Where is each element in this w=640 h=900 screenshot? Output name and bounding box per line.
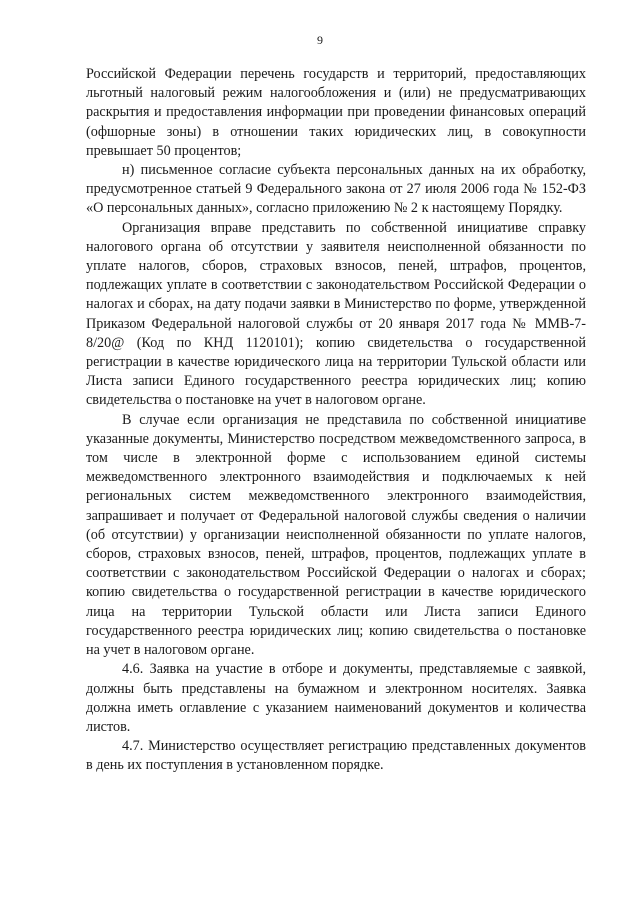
document-body bbox=[86, 65, 586, 776]
paragraph-clause-4-6: 4.6. Заявка на участие в отборе и документы, представляемые с заявкой, должны быть представлены на бумажном и электронном носителях. Заявка должна иметь оглавление с указанием наименований документов и количества листов. bbox=[86, 661, 586, 735]
paragraph-clause-4-7: 4.7. Министерство осуществляет регистрацию представленных документов в день их поступления в установленном порядке. bbox=[86, 738, 586, 774]
page-number: 9 bbox=[317, 33, 323, 47]
paragraph-interagency-request: В случае если организация не представила по собственной инициативе указанные документы, Министерство посредством межведомственного запроса, в том числе в электронной форме с использованием единой системы межведомственного электронного взаимодействия и подключаемых к ней региональных систем межведомственного электронного взаимодействия, запрашивает и получает от Федеральной налоговой службы сведения о наличии (об отсутствии) у организации неисполненной обязанности по уплате налогов, сборов, страховых взносов, пеней, штрафов, процентов, подлежащих уплате в соответствии с законодательством Российской Федерации о налогах и сборах; копию свидетельства о государственной регистрации в качестве юридического лица на территории Тульской области или Листа записи Единого государственного реестра юридических лиц; копию свидетельства о постановке на учет в налоговом органе. bbox=[86, 411, 586, 659]
paragraph-tax-certificate-optional: Организация вправе представить по собственной инициативе справку налогового органа об отсутствии у заявителя неисполненной обязанности по уплате налогов, сборов, страховых взносов, пеней, штрафов, процентов, подлежащих уплате в соответствии с законодательством Российской Федерации о налогах и сборах, на дату подачи заявки в Министерство по форме, утвержденной Приказом Федеральной налоговой службы от 20 января 2017 года № ММВ-7-8/20@ (Код по КНД 1120101); копию свидетельства о государственной регистрации в качестве юридического лица на территории Тульской области или Листа записи Единого государственного реестра юридических лиц; копию свидетельства о постановке на учет в налоговом органе. bbox=[86, 219, 586, 409]
paragraph-offshore-list: Российской Федерации перечень государств и территорий, предоставляющих льготный налоговый режим налогообложения и (или) не предусматривающих раскрытия и предоставления информации при проведении финансовых операций (офшорные зоны) в отношении таких юридических лиц, в совокупности превышает 50 процентов; bbox=[86, 66, 586, 159]
paragraph-personal-data-consent: н) письменное согласие субъекта персональных данных на их обработку, предусмотренное статьей 9 Федерального закона от 27 июля 2006 года № 152-ФЗ «О персональных данных», согласно приложению № 2 к настоящему Порядку. bbox=[86, 162, 586, 217]
